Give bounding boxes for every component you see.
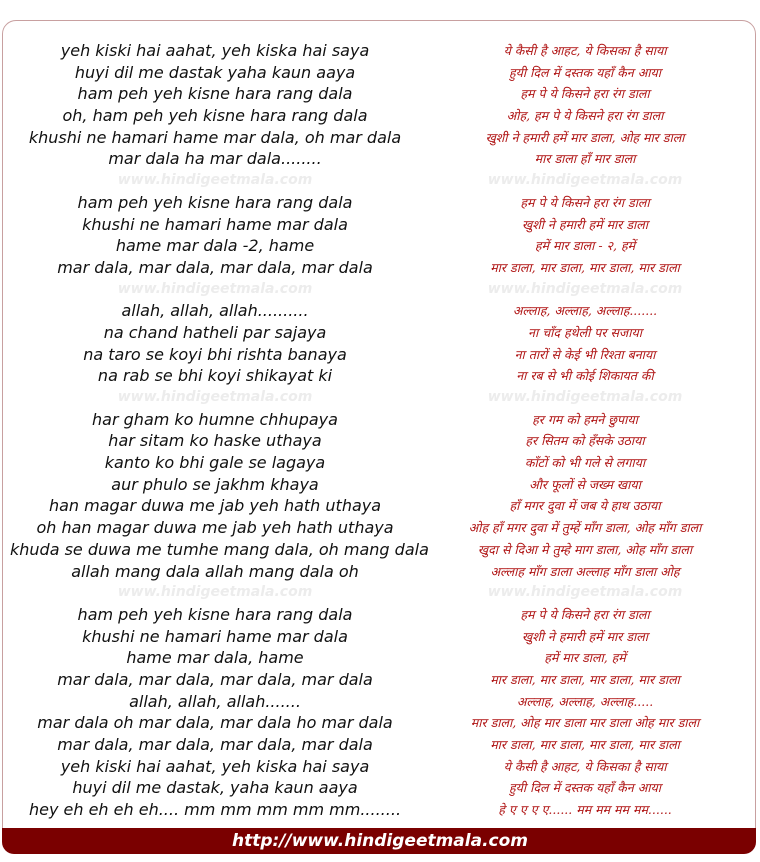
- lyric-line-hindi: ओह, हम पे ये किसने हरा रंग डाला: [506, 108, 664, 124]
- lyric-line-roman: hame mar dala, hame: [126, 648, 304, 668]
- lyric-line-roman: har sitam ko haske uthaya: [108, 431, 322, 451]
- lyric-line-roman: na rab se bhi koyi shikayat ki: [97, 366, 333, 386]
- lyric-line-hindi: हमें मार डाला - २, हमें: [534, 238, 636, 254]
- lyric-line-hindi: हे ए ए ए ए...... मम मम मम मम......: [498, 802, 672, 818]
- lyric-line-roman: aur phulo se jakhm khaya: [111, 474, 319, 494]
- lyric-line-roman: ham peh yeh kisne hara rang dala: [77, 604, 353, 624]
- lyric-line-hindi: मार डाला, मार डाला, मार डाला, मार डाला: [490, 259, 680, 275]
- lyric-line-hindi: और फूलों से जख्म खाया: [529, 476, 641, 492]
- lyric-line-hindi: ना चाँद हथेली पर सजाया: [528, 324, 642, 340]
- lyric-line-roman: mar dala oh mar dala, mar dala ho mar dala: [37, 713, 393, 733]
- lyric-line-roman: allah mang dala allah mang dala oh: [71, 561, 359, 581]
- lyric-line-roman: ham peh yeh kisne hara rang dala: [77, 84, 353, 104]
- lyric-line-hindi: अल्लाह माँग डाला अल्लाह माँग डाला ओह: [490, 563, 680, 579]
- lyric-line-hindi: ना रब से भी कोई शिकायत की: [516, 368, 654, 384]
- lyric-line-roman: oh, ham peh yeh kisne hara rang dala: [62, 106, 368, 126]
- lyric-line-roman: yeh kiski hai aahat, yeh kiska hai saya: [60, 41, 370, 60]
- stanza-gap: [420, 387, 750, 409]
- lyric-line-roman: khushi ne hamari hame mar dala: [82, 214, 348, 234]
- stanza-gap: [420, 170, 750, 192]
- stanza-gap: [420, 279, 750, 301]
- lyric-line-hindi: हर गम को हमने छुपाया: [532, 411, 638, 427]
- lyric-line-roman: huyi dil me dastak, yaha kaun aaya: [72, 778, 358, 798]
- lyric-line-hindi: अल्लाह, अल्लाह, अल्लाह.......: [512, 303, 658, 319]
- lyric-line-roman: hey eh eh eh eh.... mm mm mm mm mm........: [28, 800, 402, 820]
- lyric-line-hindi: ओह हाँ मगर दुवा में तुम्हें माँग डाला, ओह माँग डाला: [468, 520, 702, 536]
- lyric-line-hindi: अल्लाह, अल्लाह, अल्लाह.....: [516, 693, 654, 709]
- lyric-line-roman: han magar duwa me jab yeh hath uthaya: [48, 496, 382, 516]
- watermark-text: www.hindigeetmala.com: [487, 280, 683, 297]
- footer-link[interactable]: http://www.hindigeetmala.com: [231, 831, 529, 851]
- watermark-text: www.hindigeetmala.com: [487, 172, 683, 189]
- lyric-line-roman: mar dala, mar dala, mar dala, mar dala: [57, 669, 373, 689]
- roman-lyrics-column: [10, 40, 429, 821]
- lyric-line-roman: khushi ne hamari hame mar dala, oh mar dala: [28, 127, 402, 147]
- stanza-gap: [10, 387, 420, 409]
- lyric-line-roman: mar dala, mar dala, mar dala, mar dala: [57, 257, 373, 277]
- lyric-line-hindi: हमें मार डाला, हमें: [544, 650, 626, 666]
- watermark-text: www.hindigeetmala.com: [117, 584, 313, 601]
- lyric-line-roman: huyi dil me dastak yaha kaun aaya: [74, 62, 356, 82]
- lyric-line-hindi: ये कैसी है आहट, ये किसका है साया: [503, 758, 667, 774]
- lyric-line-hindi: मार डाला, ओह मार डाला मार डाला ओह मार डाला: [470, 715, 700, 731]
- lyric-line-roman: allah, allah, allah..........: [121, 301, 309, 321]
- watermark-text: www.hindigeetmala.com: [117, 172, 313, 189]
- lyric-line-roman: allah, allah, allah.......: [129, 691, 301, 711]
- lyric-line-hindi: मार डाला हाँ मार डाला: [534, 151, 636, 167]
- lyric-line-hindi: हाँ मगर दुवा में जब ये हाथ उठाया: [509, 498, 661, 514]
- stanza-gap: [10, 582, 420, 604]
- watermark-text: www.hindigeetmala.com: [487, 584, 683, 601]
- lyric-line-roman: ham peh yeh kisne hara rang dala: [77, 192, 353, 212]
- lyric-line-hindi: खुदा से दिआ मे तुम्हे माग डाला, ओह माँग डाला: [477, 541, 693, 557]
- lyric-line-hindi: हम पे ये किसने हरा रंग डाला: [520, 194, 650, 210]
- hindi-lyrics-column: [420, 40, 750, 821]
- lyric-line-roman: hame mar dala -2, hame: [115, 236, 315, 256]
- lyric-line-hindi: ना तारों से केई भी रिश्ता बनाया: [514, 346, 656, 362]
- watermark-text: www.hindigeetmala.com: [117, 389, 313, 405]
- lyric-line-hindi: काँटों को भी गले से लगाया: [524, 455, 646, 471]
- lyric-line-hindi: खुशी ने हमारी हमें मार डाला: [521, 628, 649, 644]
- lyric-line-hindi: हुयी दिल में दस्तक यहाँ कैन आया: [509, 780, 661, 796]
- lyric-line-roman: yeh kiski hai aahat, yeh kiska hai saya: [60, 756, 370, 776]
- lyric-line-roman: mar dala, mar dala, mar dala, mar dala: [57, 735, 373, 754]
- stanza-gap: [420, 582, 750, 604]
- lyric-line-hindi: हुयी दिल में दस्तक यहाँ कैन आया: [509, 64, 661, 80]
- lyric-line-hindi: मार डाला, मार डाला, मार डाला, मार डाला: [490, 671, 680, 687]
- lyric-line-roman: kanto ko bhi gale se lagaya: [104, 453, 326, 473]
- lyric-line-roman: khushi ne hamari hame mar dala: [82, 626, 348, 646]
- lyric-line-hindi: खुशी ने हमारी हमें मार डाला: [521, 216, 649, 232]
- lyric-line-roman: na chand hatheli par sajaya: [103, 322, 327, 342]
- stanza-gap: [10, 170, 420, 192]
- lyric-line-roman: oh han magar duwa me jab yeh hath uthaya: [36, 518, 394, 538]
- lyric-line-roman: khuda se duwa me tumhe mang dala, oh mang dala: [10, 539, 429, 559]
- lyric-line-roman: mar dala ha mar dala........: [108, 149, 322, 169]
- lyric-line-hindi: हम पे ये किसने हरा रंग डाला: [520, 606, 650, 622]
- lyric-line-roman: na taro se koyi bhi rishta banaya: [83, 344, 347, 364]
- lyric-line-hindi: खुशी ने हमारी हमें मार डाला, ओह मार डाला: [485, 129, 685, 145]
- lyric-line-hindi: हर सितम को हँसके उठाया: [525, 433, 645, 449]
- footer: [0, 828, 760, 862]
- watermark-text: www.hindigeetmala.com: [117, 280, 313, 297]
- lyric-line-hindi: मार डाला, मार डाला, मार डाला, मार डाला: [490, 737, 680, 752]
- lyric-line-roman: har gham ko humne chhupaya: [92, 409, 338, 429]
- lyric-line-hindi: ये कैसी है आहट, ये किसका है साया: [503, 43, 667, 58]
- lyric-line-hindi: हम पे ये किसने हरा रंग डाला: [520, 86, 650, 102]
- watermark-text: www.hindigeetmala.com: [487, 389, 683, 405]
- stanza-gap: [10, 279, 420, 301]
